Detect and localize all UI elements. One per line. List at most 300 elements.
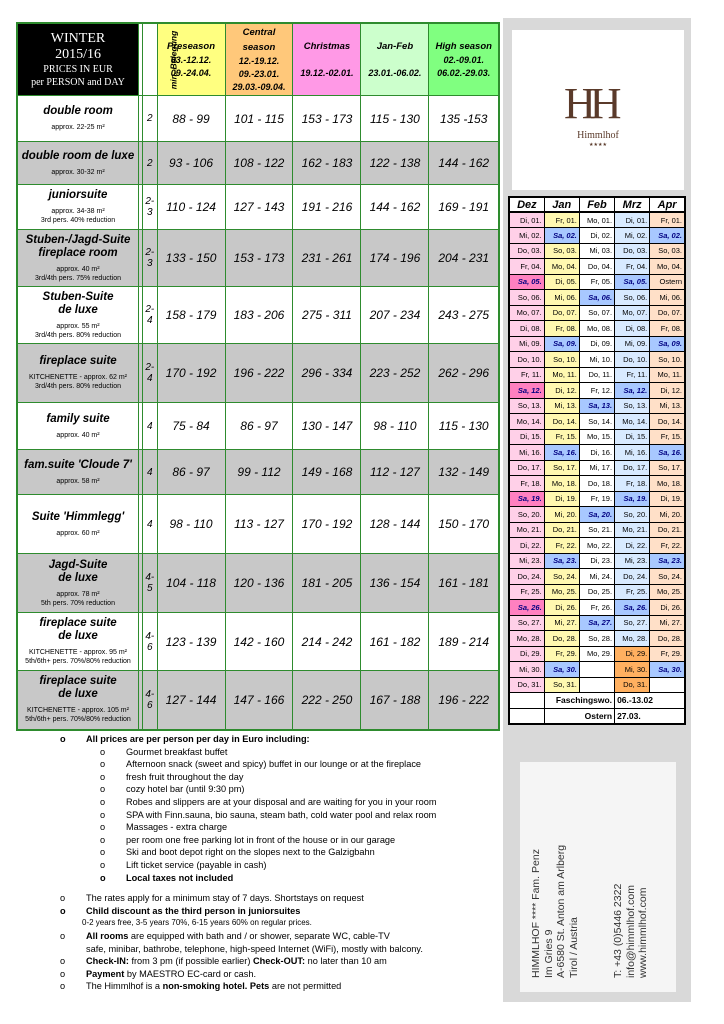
room-name: double room de luxe [21, 149, 135, 162]
inclusion-items [60, 746, 500, 872]
calendar-day: So, 17. [650, 460, 685, 476]
price-cell: 98 - 110 [157, 495, 225, 554]
calendar-day: Di, 19. [650, 491, 685, 507]
room-name: juniorsuite [48, 189, 108, 201]
calendar-month-header: Feb [579, 197, 614, 212]
ostern-label: Ostern [544, 708, 614, 724]
rooms-equipment-note-2: safe, minibar, bathrobe, telephone, high-speed Internet (WiFi), mostly with balcony. [86, 943, 423, 954]
price-cell: 207 - 234 [361, 287, 429, 344]
calendar-day: So, 13. [509, 398, 544, 414]
calendar-day: Fr, 29. [650, 646, 685, 662]
calendar-day: Fr, 05. [579, 274, 614, 290]
price-cell: 191 - 216 [293, 185, 361, 230]
child-discount-detail: 0-2 years free, 3-5 years 70%, 6-15 years 60% on regular prices. [82, 918, 312, 928]
calendar-day: Sa, 09. [544, 336, 579, 352]
room-name-2: de luxe [58, 303, 98, 316]
price-cell: 115 - 130 [361, 96, 429, 142]
room-reduction: 3rd/4th pers. 80% reduction [35, 331, 121, 339]
calendar-day: Fr, 19. [579, 491, 614, 507]
calendar-day: Do, 25. [579, 584, 614, 600]
room-name-cell [17, 185, 139, 230]
price-cell: 147 - 166 [225, 671, 293, 730]
calendar-day: Mo, 28. [615, 631, 650, 647]
calendar-day: Mo, 11. [650, 367, 685, 383]
room-occupancy: 2-4 [143, 287, 157, 344]
calendar-day: Mi, 23. [509, 553, 544, 569]
price-cell: 275 - 311 [293, 287, 361, 344]
room-size: approx. 22-25 m² [51, 124, 105, 131]
calendar-day: Do, 21. [650, 522, 685, 538]
calendar-row [509, 429, 685, 445]
room-occupancy: 4 [143, 403, 157, 450]
fasching-row [509, 693, 685, 709]
calendar-day: Mi, 13. [650, 398, 685, 414]
calendar-day: Sa, 12. [509, 383, 544, 399]
calendar-day: So, 07. [579, 305, 614, 321]
room-name-cell [17, 142, 139, 185]
calendar-day: Mi, 02. [509, 228, 544, 244]
calendar-day: Do, 10. [615, 352, 650, 368]
calendar-row [509, 631, 685, 647]
calendar-day: Sa, 02. [544, 228, 579, 244]
calendar-day: So, 20. [615, 507, 650, 523]
room-name-cell [17, 554, 139, 613]
price-cell: 296 - 334 [293, 344, 361, 403]
address-line: Im Gries 9 [542, 929, 555, 978]
calendar-day: Do, 07. [544, 305, 579, 321]
price-cell: 196 - 222 [429, 671, 499, 730]
price-cell: 98 - 110 [361, 403, 429, 450]
calendar-row [509, 460, 685, 476]
calendar-day: Mo, 04. [650, 259, 685, 275]
calendar-row [509, 367, 685, 383]
room-row [17, 554, 499, 613]
calendar-day: Mo, 14. [509, 414, 544, 430]
calendar-day: Fr, 01. [650, 212, 685, 228]
calendar-row [509, 445, 685, 461]
price-cell: 135 -153 [429, 96, 499, 142]
room-occupancy: 2-3 [143, 185, 157, 230]
calendar-day: Sa, 12. [615, 383, 650, 399]
calendar-day: Mo, 18. [650, 476, 685, 492]
calendar-day: Di, 16. [579, 445, 614, 461]
calendar-day: Do, 10. [509, 352, 544, 368]
ostern-row [509, 708, 685, 724]
calendar-day: Do, 14. [650, 414, 685, 430]
calendar-month-header: Mrz [615, 197, 650, 212]
room-row [17, 185, 499, 230]
min-occupancy-header: min. Belegung [143, 23, 157, 96]
inclusion-item: o Afternoon snack (sweet and spicy) buffet in our lounge or at the fireplace [60, 758, 500, 771]
calendar-day: Mi, 06. [544, 290, 579, 306]
calendar-day: Do, 21. [544, 522, 579, 538]
calendar-day: Sa, 23. [650, 553, 685, 569]
room-name: fireplace suite [39, 675, 117, 688]
inclusions-heading: o All prices are per person per day in Euro including: [60, 733, 500, 746]
calendar-month-header: Dez [509, 197, 544, 212]
room-name-cell [17, 403, 139, 450]
room-size: KITCHENETTE - approx. 95 m² [28, 649, 128, 656]
calendar-day: Di, 22. [509, 538, 544, 554]
calendar-day: Sa, 23. [544, 553, 579, 569]
price-table [16, 22, 500, 731]
room-reduction: 3rd/4th pers. 75% reduction [35, 274, 121, 282]
calendar-day: Fr, 15. [544, 429, 579, 445]
calendar-day: So, 03. [544, 243, 579, 259]
calendar-row [509, 677, 685, 693]
logo-letters: HH [564, 79, 616, 128]
address-line: A-6580 St. Anton am Arlberg [555, 844, 567, 978]
calendar-day: Sa, 20. [579, 507, 614, 523]
season-christmas: Christmas 19.12.-02.01. [293, 23, 361, 96]
calendar-day: Fr, 08. [650, 321, 685, 337]
calendar-row [509, 259, 685, 275]
room-name-cell [17, 671, 139, 730]
price-cell: 231 - 261 [293, 230, 361, 287]
room-name-cell [17, 450, 139, 495]
room-size: approx. 34-38 m² [51, 208, 105, 215]
price-cell: 136 - 154 [361, 554, 429, 613]
calendar-day: Fr, 22. [544, 538, 579, 554]
price-cell: 222 - 250 [293, 671, 361, 730]
calendar-row [509, 569, 685, 585]
price-cell: 144 - 162 [361, 185, 429, 230]
room-name: Suite 'Himmlegg' [31, 510, 125, 523]
calendar-row [509, 274, 685, 290]
room-size: approx. 40 m² [56, 431, 100, 439]
price-cell: 153 - 173 [225, 230, 293, 287]
calendar-day [579, 677, 614, 693]
calendar-day: Mo, 04. [544, 259, 579, 275]
calendar-row [509, 646, 685, 662]
table-title [17, 23, 139, 96]
calendar-row [509, 228, 685, 244]
calendar-day: Mo, 29. [579, 646, 614, 662]
room-name: Stuben-Suite [42, 290, 114, 303]
room-row [17, 142, 499, 185]
calendar-day: Fr, 11. [509, 367, 544, 383]
calendar-day: Mo, 15. [579, 429, 614, 445]
room-occupancy: 4-6 [143, 613, 157, 671]
calendar-day: Mi, 06. [650, 290, 685, 306]
calendar-day: Do, 24. [509, 569, 544, 585]
price-cell: 161 - 182 [361, 613, 429, 671]
price-cell: 158 - 179 [157, 287, 225, 344]
calendar-day: Fr, 01. [544, 212, 579, 228]
calendar-day: Di, 26. [544, 600, 579, 616]
fasching-value: 06.-13.02 [615, 693, 685, 709]
room-name-cell [17, 287, 139, 344]
room-name-2: de luxe [58, 571, 98, 584]
calendar-day: Mi, 02. [615, 228, 650, 244]
calendar-row [509, 290, 685, 306]
season-header-row [17, 23, 499, 96]
room-name-cell [17, 495, 139, 554]
price-cell: 104 - 118 [157, 554, 225, 613]
price-cell: 142 - 160 [225, 613, 293, 671]
calendar-day: Mo, 21. [615, 522, 650, 538]
calendar-day: Do, 17. [509, 460, 544, 476]
calendar-month-header: Apr [650, 197, 685, 212]
calendar-row [509, 600, 685, 616]
price-cell: 183 - 206 [225, 287, 293, 344]
price-cell: 133 - 150 [157, 230, 225, 287]
title-line: WINTER [50, 30, 106, 46]
calendar-day: Fr, 04. [509, 259, 544, 275]
room-occupancy: 4-6 [143, 671, 157, 730]
room-name: fam.suite 'Cloude 7' [24, 458, 132, 471]
calendar-day: Do, 31. [615, 677, 650, 693]
calendar-day: Di, 01. [509, 212, 544, 228]
calendar-row [509, 336, 685, 352]
calendar-day: Fr, 22. [650, 538, 685, 554]
phone-text: T: +43 (0)5446 2322 [612, 883, 624, 978]
ostern-value: 27.03. [615, 708, 685, 724]
room-name-cell [17, 96, 139, 142]
price-cell: 128 - 144 [361, 495, 429, 554]
room-row [17, 230, 499, 287]
calendar-day: Sa, 16. [544, 445, 579, 461]
room-occupancy: 2-4 [143, 344, 157, 403]
calendar-day: Mi, 16. [509, 445, 544, 461]
calendar-day: So, 10. [650, 352, 685, 368]
calendar-day: Mo, 07. [509, 305, 544, 321]
room-name: double room [43, 105, 113, 117]
calendar-day: Do, 17. [615, 460, 650, 476]
calendar-day: So, 03. [650, 243, 685, 259]
calendar-day: Mi, 13. [544, 398, 579, 414]
room-reduction: 5th/6th+ pers. 70%/80% reduction [25, 716, 131, 724]
calendar-day: Sa, 16. [650, 445, 685, 461]
calendar-day: Di, 05. [544, 274, 579, 290]
inclusion-item: o fresh fruit throughout the day [60, 771, 500, 784]
calendar-day: Do, 24. [615, 569, 650, 585]
calendar-day: Sa, 30. [650, 662, 685, 678]
room-size: approx. 40 m² [56, 265, 100, 273]
non-smoking-note: o The Himmlhof is a non-smoking hotel. Pets are not permitted [60, 980, 500, 993]
price-cell: 123 - 139 [157, 613, 225, 671]
calendar-day: Di, 29. [615, 646, 650, 662]
calendar-day: Sa, 19. [509, 491, 544, 507]
room-row [17, 613, 499, 671]
calendar-day: Mi, 09. [615, 336, 650, 352]
calendar-day: So, 27. [615, 615, 650, 631]
price-cell: 115 - 130 [429, 403, 499, 450]
price-cell: 169 - 191 [429, 185, 499, 230]
calendar-day [579, 662, 614, 678]
local-taxes-note: o Local taxes not included [60, 872, 500, 885]
room-size: approx. 58 m² [56, 477, 100, 485]
calendar-day [650, 677, 685, 693]
price-cell: 196 - 222 [225, 344, 293, 403]
room-size: approx. 60 m² [56, 529, 100, 537]
price-cell: 130 - 147 [293, 403, 361, 450]
contact-box [520, 762, 676, 992]
price-cell: 99 - 112 [225, 450, 293, 495]
room-name-2: de luxe [58, 688, 98, 701]
email-link[interactable]: info@himmlhof.com [624, 885, 637, 978]
calendar-day: Mi, 27. [650, 615, 685, 631]
calendar-day: Mi, 23. [615, 553, 650, 569]
room-rows [17, 96, 499, 730]
fasching-label: Faschingswo. [544, 693, 614, 709]
room-occupancy: 4-5 [143, 554, 157, 613]
calendar-day: So, 28. [579, 631, 614, 647]
calendar-day: Fr, 08. [544, 321, 579, 337]
calendar-day: Di, 12. [650, 383, 685, 399]
calendar-day: Fr, 04. [615, 259, 650, 275]
logo-stars: ★★★★ [589, 142, 607, 148]
calendar-day: Di, 08. [509, 321, 544, 337]
calendar-day: So, 10. [544, 352, 579, 368]
contact-details [612, 758, 650, 978]
calendar-month-header: Jan [544, 197, 579, 212]
calendar-day: Do, 03. [615, 243, 650, 259]
room-reduction: 3rd/4th pers. 80% reduction [35, 383, 121, 390]
calendar-day: Mi, 20. [544, 507, 579, 523]
inclusion-item: o per room one free parking lot in front of the house or in our garage [60, 834, 500, 847]
price-cell: 110 - 124 [157, 185, 225, 230]
calendar-day: Do, 18. [579, 476, 614, 492]
calendar-day: Sa, 09. [650, 336, 685, 352]
price-cell: 243 - 275 [429, 287, 499, 344]
inclusions-list [60, 733, 500, 993]
price-cell: 149 - 168 [293, 450, 361, 495]
calendar-row [509, 553, 685, 569]
calendar-table [508, 196, 686, 725]
room-occupancy: 2-3 [143, 230, 157, 287]
calendar-day: So, 06. [509, 290, 544, 306]
calendar-day: Di, 23. [579, 553, 614, 569]
calendar-day: Mi, 16. [615, 445, 650, 461]
calendar-day: Mi, 20. [650, 507, 685, 523]
price-cell: 170 - 192 [293, 495, 361, 554]
price-cell: 150 - 170 [429, 495, 499, 554]
calendar-day: Do, 04. [579, 259, 614, 275]
calendar-day: Mi, 24. [579, 569, 614, 585]
child-discount-title: o Child discount as the third person in juniorsuites [60, 905, 500, 918]
calendar-row [509, 584, 685, 600]
calendar-day: Fr, 25. [509, 584, 544, 600]
price-cell: 181 - 205 [293, 554, 361, 613]
calendar-day: Di, 01. [615, 212, 650, 228]
room-occupancy: 2 [143, 96, 157, 142]
calendar-day: So, 31. [544, 677, 579, 693]
calendar-day: So, 24. [650, 569, 685, 585]
room-name-2: fireplace room [38, 246, 118, 259]
calendar-day: Sa, 30. [544, 662, 579, 678]
price-cell: 108 - 122 [225, 142, 293, 185]
inclusion-item: o Gourmet breakfast buffet [60, 746, 500, 759]
price-cell: 161 - 181 [429, 554, 499, 613]
price-cell: 127 - 144 [157, 671, 225, 730]
calendar-day: Mi, 10. [579, 352, 614, 368]
check-in-out-note: o Check-IN: from 3 pm (if possible earlier) Check-OUT: no later than 10 am [60, 955, 500, 968]
calendar-day: Di, 26. [650, 600, 685, 616]
calendar-day: Mi, 09. [509, 336, 544, 352]
room-row [17, 96, 499, 142]
calendar-day: Fr, 11. [615, 367, 650, 383]
room-row [17, 495, 499, 554]
room-name-2: de luxe [58, 630, 98, 642]
price-cell: 167 - 188 [361, 671, 429, 730]
price-cell: 132 - 149 [429, 450, 499, 495]
price-cell: 112 - 127 [361, 450, 429, 495]
calendar-day: So, 20. [509, 507, 544, 523]
calendar-row [509, 383, 685, 399]
calendar-days [509, 212, 685, 693]
season-central: Central season 12.-19.12. 09.-23.01. 29.03.-09.04. [225, 23, 293, 96]
room-reduction: 5th pers. 70% reduction [41, 599, 115, 607]
price-cell: 170 - 192 [157, 344, 225, 403]
calendar-day: Di, 29. [509, 646, 544, 662]
room-name-cell [17, 344, 139, 403]
inclusion-item: o Massages - extra charge [60, 821, 500, 834]
room-size: approx. 30-32 m² [51, 168, 105, 176]
calendar-row [509, 305, 685, 321]
calendar-day: Di, 02. [579, 228, 614, 244]
calendar-day: So, 14. [579, 414, 614, 430]
calendar-day: Mo, 11. [544, 367, 579, 383]
room-occupancy: 4 [143, 450, 157, 495]
room-reduction: 5th/6th+ pers. 70%/80% reduction [25, 658, 131, 665]
price-cell: 120 - 136 [225, 554, 293, 613]
price-cell: 214 - 242 [293, 613, 361, 671]
price-cell: 86 - 97 [225, 403, 293, 450]
inclusion-item: o SPA with Finn.sauna, bio sauna, steam bath, cold water pool and relax room [60, 809, 500, 822]
calendar-day: Di, 09. [579, 336, 614, 352]
calendar-day: Do, 31. [509, 677, 544, 693]
calendar-day: Sa, 26. [509, 600, 544, 616]
calendar-day: Do, 28. [650, 631, 685, 647]
calendar-day: Do, 14. [544, 414, 579, 430]
calendar-day: Fr, 25. [615, 584, 650, 600]
calendar-day: Mo, 22. [579, 538, 614, 554]
room-name-cell [17, 613, 139, 671]
calendar-day: Di, 19. [544, 491, 579, 507]
calendar-day: Mi, 27. [544, 615, 579, 631]
calendar-day: Mi, 03. [579, 243, 614, 259]
room-occupancy: 2 [143, 142, 157, 185]
calendar-day: Do, 11. [579, 367, 614, 383]
room-size: approx. 78 m² [56, 590, 100, 598]
price-cell: 174 - 196 [361, 230, 429, 287]
calendar-row [509, 522, 685, 538]
price-cell: 144 - 162 [429, 142, 499, 185]
calendar-day: Mi, 30. [615, 662, 650, 678]
hotel-logo [512, 30, 684, 190]
calendar-day: Di, 15. [615, 429, 650, 445]
calendar-day: So, 17. [544, 460, 579, 476]
logo-name: Himmlhof [577, 130, 619, 141]
calendar-day: So, 21. [579, 522, 614, 538]
title-line: 2015/16 [55, 46, 101, 62]
room-row [17, 671, 499, 730]
calendar-day: Sa, 27. [579, 615, 614, 631]
calendar-day: Fr, 18. [615, 476, 650, 492]
room-name: fireplace suite [39, 355, 117, 367]
calendar-day: So, 06. [615, 290, 650, 306]
calendar-day: Ostern [650, 274, 685, 290]
website-link[interactable]: www.himmlhof.com [637, 887, 649, 978]
price-cell: 101 - 115 [225, 96, 293, 142]
price-cell: 153 - 173 [293, 96, 361, 142]
calendar-row [509, 352, 685, 368]
calendar-day: Fr, 26. [579, 600, 614, 616]
calendar-day: Di, 12. [544, 383, 579, 399]
calendar-row [509, 662, 685, 678]
address-line: HIMMLHOF **** Fam. Penz [530, 849, 542, 978]
